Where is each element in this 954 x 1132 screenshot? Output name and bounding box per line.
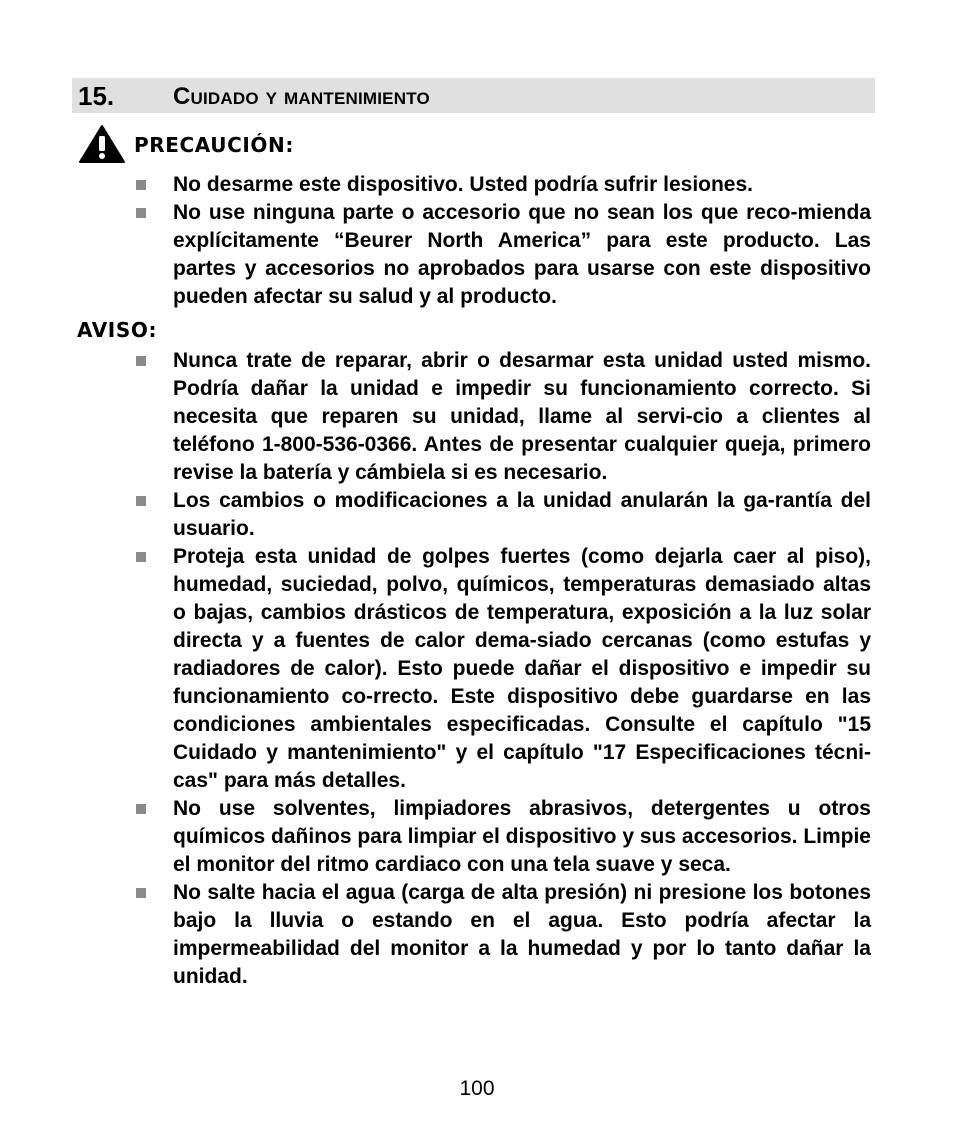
square-bullet-icon xyxy=(136,804,146,814)
list-item xyxy=(136,199,871,311)
square-bullet-icon xyxy=(136,552,146,562)
list-item xyxy=(136,795,871,879)
list-item-text: Los cambios o modificaciones a la unidad anularán la ga-rantía del usuario. xyxy=(173,489,871,540)
list-item xyxy=(136,543,871,795)
square-bullet-icon xyxy=(136,888,146,898)
square-bullet-icon xyxy=(136,496,146,506)
aviso-list xyxy=(136,347,871,991)
square-bullet-icon xyxy=(136,208,146,218)
section-title: Cuidado y mantenimiento xyxy=(173,83,430,110)
section-number: 15. xyxy=(78,81,115,111)
list-item-text: No salte hacia el agua (carga de alta presión) ni presione los botones bajo la lluvia o estando en el agua. Esto podría afectar la impermeabilidad del monitor a la humedad y por lo tanto dañar la unidad. xyxy=(173,881,871,988)
warning-triangle-icon xyxy=(78,124,126,164)
square-bullet-icon xyxy=(136,180,146,190)
list-item-text: Nunca trate de reparar, abrir o desarmar esta unidad usted mismo. Podría dañar la unidad e impedir su funcionamiento correcto. Si necesita que reparen su unidad, llame al servi-cio a clientes al teléfono 1-800-536-0366. Antes de presentar cualquier queja, primero revise la batería y cámbiela si es necesario. xyxy=(173,349,871,484)
list-item xyxy=(136,487,871,543)
list-item xyxy=(136,347,871,487)
list-item xyxy=(136,879,871,991)
page-number: 100 xyxy=(459,1077,495,1100)
list-item-text: Proteja esta unidad de golpes fuertes (como dejarla caer al piso), humedad, suciedad, polvo, químicos, temperaturas demasiado altas o bajas, cambios drásticos de temperatura, exposición a la luz solar directa y a fuentes de calor dema-siado cercanas (como estufas y radiadores de calor). Esto puede dañar el dispositivo e impedir su funcionamiento co-rrecto. Este dispositivo debe guardarse en las condiciones ambientales especificadas. Consulte el capítulo "15 Cuidado y mantenimiento" y el capítulo "17 Especificaciones técni-cas" para más detalles. xyxy=(173,545,871,792)
aviso-label: AVISO: xyxy=(77,318,158,342)
list-item-text: No desarme este dispositivo. Usted podría sufrir lesiones. xyxy=(173,173,754,196)
list-item-text: No use solventes, limpiadores abrasivos, detergentes u otros químicos dañinos para limpiar el dispositivo y sus accesorios. Limpie el monitor del ritmo cardiaco con una tela suave y seca. xyxy=(173,797,871,876)
square-bullet-icon xyxy=(136,356,146,366)
precaucion-label: PRECAUCIÓN: xyxy=(134,133,294,157)
precaucion-list xyxy=(136,171,871,311)
list-item xyxy=(136,171,871,199)
section-header xyxy=(72,78,875,113)
list-item-text: No use ninguna parte o accesorio que no sean los que reco-mienda explícitamente “Beurer North America” para este producto. Las partes y accesorios no aprobados para usarse con este dispositivo pueden afectar su salud y al producto. xyxy=(173,201,871,308)
